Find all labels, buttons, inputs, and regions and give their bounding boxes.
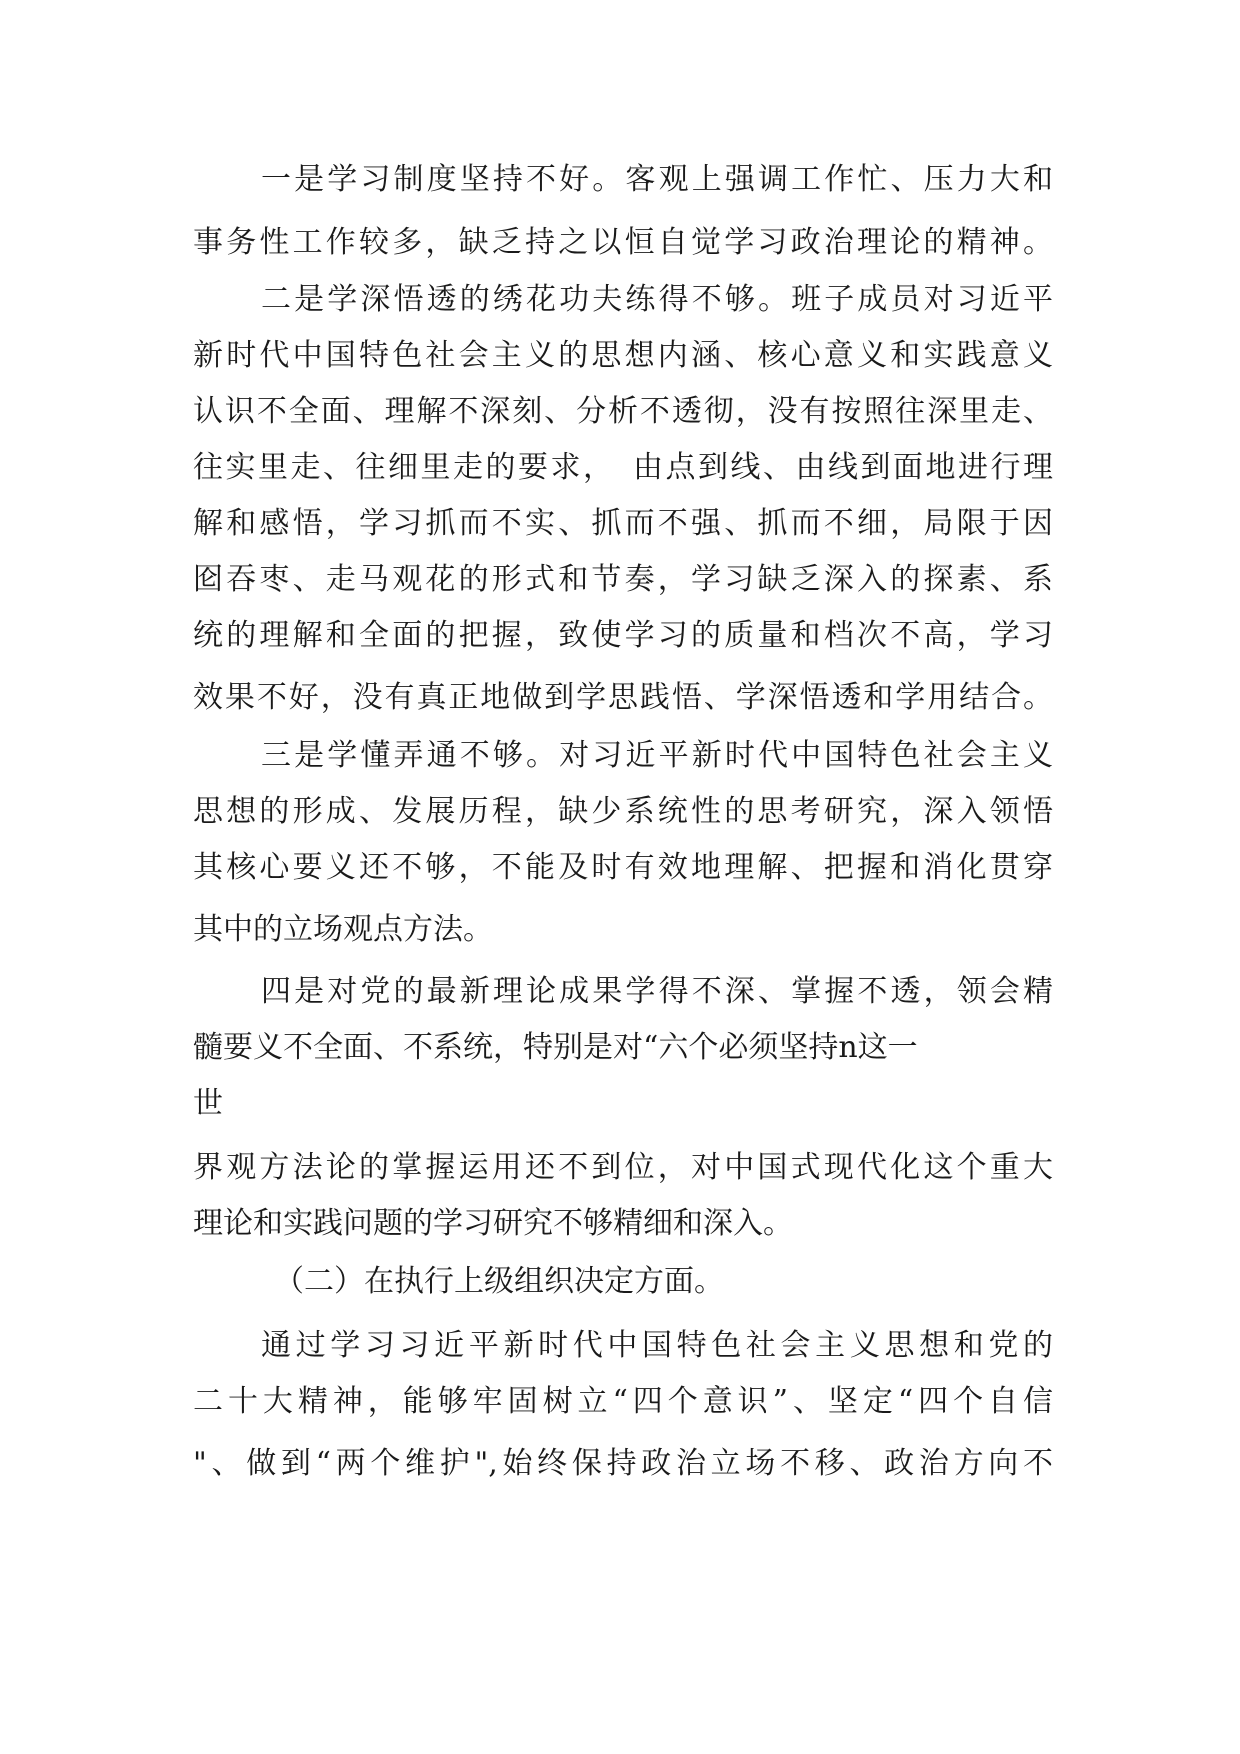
text-line: 通过学习习近平新时代中国特色社会主义思想和党的 bbox=[261, 1328, 1053, 1363]
text-line: 其中的立场观点方法。 bbox=[193, 912, 493, 947]
text-line: 效果不好，没有真正地做到学思践悟、学深悟透和学用结合。 bbox=[193, 680, 1053, 715]
text-line: 二是学深悟透的绣花功夫练得不够。班子成员对习近平 bbox=[261, 282, 1053, 317]
text-line: 其核心要义还不够，不能及时有效地理解、把握和消化贯穿 bbox=[193, 850, 1053, 885]
text-line: 事务性工作较多，缺乏持之以恒自觉学习政治理论的精神。 bbox=[193, 225, 1053, 260]
text-line: 四是对党的最新理论成果学得不深、掌握不透，领会精 bbox=[261, 974, 1053, 1009]
text-line: 三是学懂弄通不够。对习近平新时代中国特色社会主义 bbox=[261, 738, 1053, 773]
text-line: 二十大精神，能够牢固树立“四个意识”、坚定“四个自信 bbox=[193, 1384, 1053, 1419]
text-line: 囵吞枣、走马观花的形式和节奏，学习缺乏深入的探素、系 bbox=[193, 562, 1053, 597]
text-line: 思想的形成、发展历程，缺少系统性的思考研究，深入领悟 bbox=[193, 794, 1053, 829]
text-line: 统的理解和全面的把握，致使学习的质量和档次不高，学习 bbox=[193, 618, 1053, 653]
text-line: 解和感悟，学习抓而不实、抓而不强、抓而不细，局限于因 bbox=[193, 506, 1053, 541]
section-heading: （二）在执行上级组织决定方面。 bbox=[274, 1264, 724, 1299]
text-line: 新时代中国特色社会主义的思想内涵、核心意义和实践意义 bbox=[193, 338, 1053, 373]
text-line: 一是学习制度坚持不好。客观上强调工作忙、压力大和 bbox=[261, 162, 1053, 197]
text-line: 世 bbox=[193, 1086, 223, 1121]
text-line: "、做到“两个维护",始终保持政治立场不移、政治方向不 bbox=[193, 1446, 1053, 1481]
text-line: 往实里走、往细里走的要求， 由点到线、由线到面地进行理 bbox=[193, 450, 1053, 485]
text-line: 界观方法论的掌握运用还不到位，对中国式现代化这个重大 bbox=[193, 1150, 1053, 1185]
text-line: 髓要义不全面、不系统，特别是对“六个必须坚持n这一 bbox=[193, 1030, 918, 1065]
text-line: 认识不全面、理解不深刻、分析不透彻，没有按照往深里走、 bbox=[193, 394, 1053, 429]
text-line: 理论和实践问题的学习研究不够精细和深入。 bbox=[193, 1206, 793, 1241]
